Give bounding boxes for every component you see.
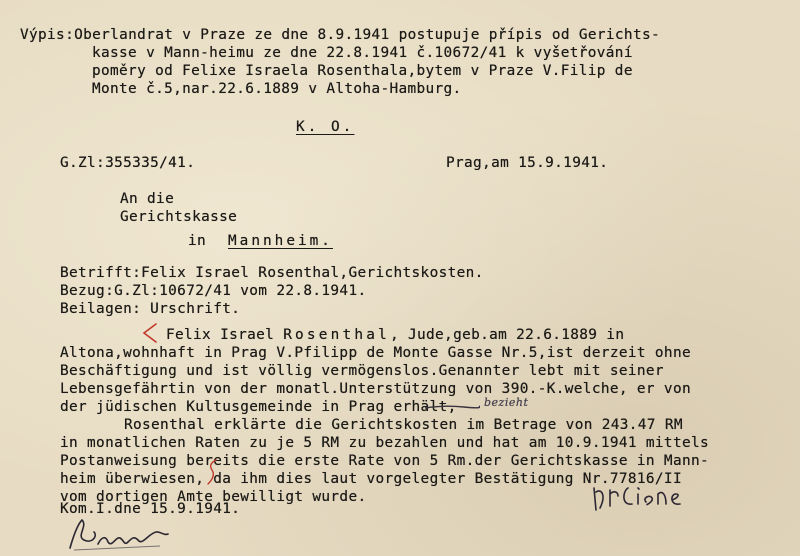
file-number: G.Zl:355335/41. xyxy=(60,155,196,171)
red-margin-mark xyxy=(140,322,160,344)
paragraph-1-line-2: Altona,wohnhaft in Prag V.Pfilipp de Monte Gasse Nr.5,ist derzeit ohne xyxy=(60,345,691,361)
paragraph-2-line-1: Rosenthal erklärte die Gerichtskosten im Betrage von 243.47 RM xyxy=(124,417,683,433)
paragraph-2-line-2: in monatlichen Raten zu je 5 RM zu bezahlen und hat am 10.9.1941 mittels xyxy=(60,435,709,451)
paragraph-1-line-5: der jüdischen Kultusgemeinde in Prag erhält, xyxy=(60,399,457,415)
place-date: Prag,am 15.9.1941. xyxy=(446,155,609,171)
red-correction-mark xyxy=(204,458,220,486)
address-prefix: in xyxy=(188,233,207,249)
paragraph-1-line-3: Beschäftigung und ist völlig vermögenslos.Genannter lebt mit seiner xyxy=(60,363,664,379)
summary-line-3: poměry od Felixe Israela Rosenthala,bytem v Praze V.Filip de xyxy=(92,63,633,79)
betrifft-line: Betrifft:Felix Israel Rosenthal,Gerichtskosten. xyxy=(60,265,484,281)
summary-line-4: Monte č.5,nar.22.6.1889 v Altoha-Hamburg. xyxy=(92,81,462,97)
address-line-1: An die xyxy=(120,191,175,207)
address-line-2: Gerichtskasse xyxy=(120,209,238,225)
summary-line-2: kasse v Mann-heimu ze dne 22.8.1941 č.10672/41 k vyšetřování xyxy=(92,45,633,61)
handwritten-insertion: bezieht xyxy=(484,396,529,409)
address-city: Mannheim. xyxy=(228,233,333,249)
subject-first-name: Felix Israel xyxy=(166,327,275,343)
signature-left xyxy=(64,514,174,554)
strikethrough-mark xyxy=(424,403,480,411)
paragraph-2-line-5: vom dortigen Amte bewilligt wurde. xyxy=(60,489,367,505)
subject-surname-spaced: Rosenthal xyxy=(283,327,390,343)
signature-right xyxy=(588,480,684,516)
paragraph-2-line-3: Postanweisung bereits die erste Rate von 5 Rm.der Gerichtskasse in Mann- xyxy=(60,453,709,469)
paragraph-2-line-4: heim überwiesen, da ihm dies laut vorgelegter Bestätigung Nr.77816/II xyxy=(60,471,682,487)
beilagen-line: Beilagen: Urschrift. xyxy=(60,301,241,317)
ko-heading: K. O. xyxy=(296,119,355,135)
closing-line: Kom.I.dne 15.9.1941. xyxy=(60,501,241,517)
subject-details: , Jude,geb.am 22.6.1889 in xyxy=(389,327,625,343)
paragraph-1-line-4: Lebensgefährtin von der monatl.Unterstützung von 390.-K.welche, er von xyxy=(60,381,691,397)
summary-line-1: Výpis:Oberlandrat v Praze ze dne 8.9.1941 postupuje přípis od Gerichts- xyxy=(20,27,660,43)
paragraph-1-first-line xyxy=(166,326,624,344)
bezug-line: Bezug:G.Zl:10672/41 vom 22.8.1941. xyxy=(60,283,367,299)
